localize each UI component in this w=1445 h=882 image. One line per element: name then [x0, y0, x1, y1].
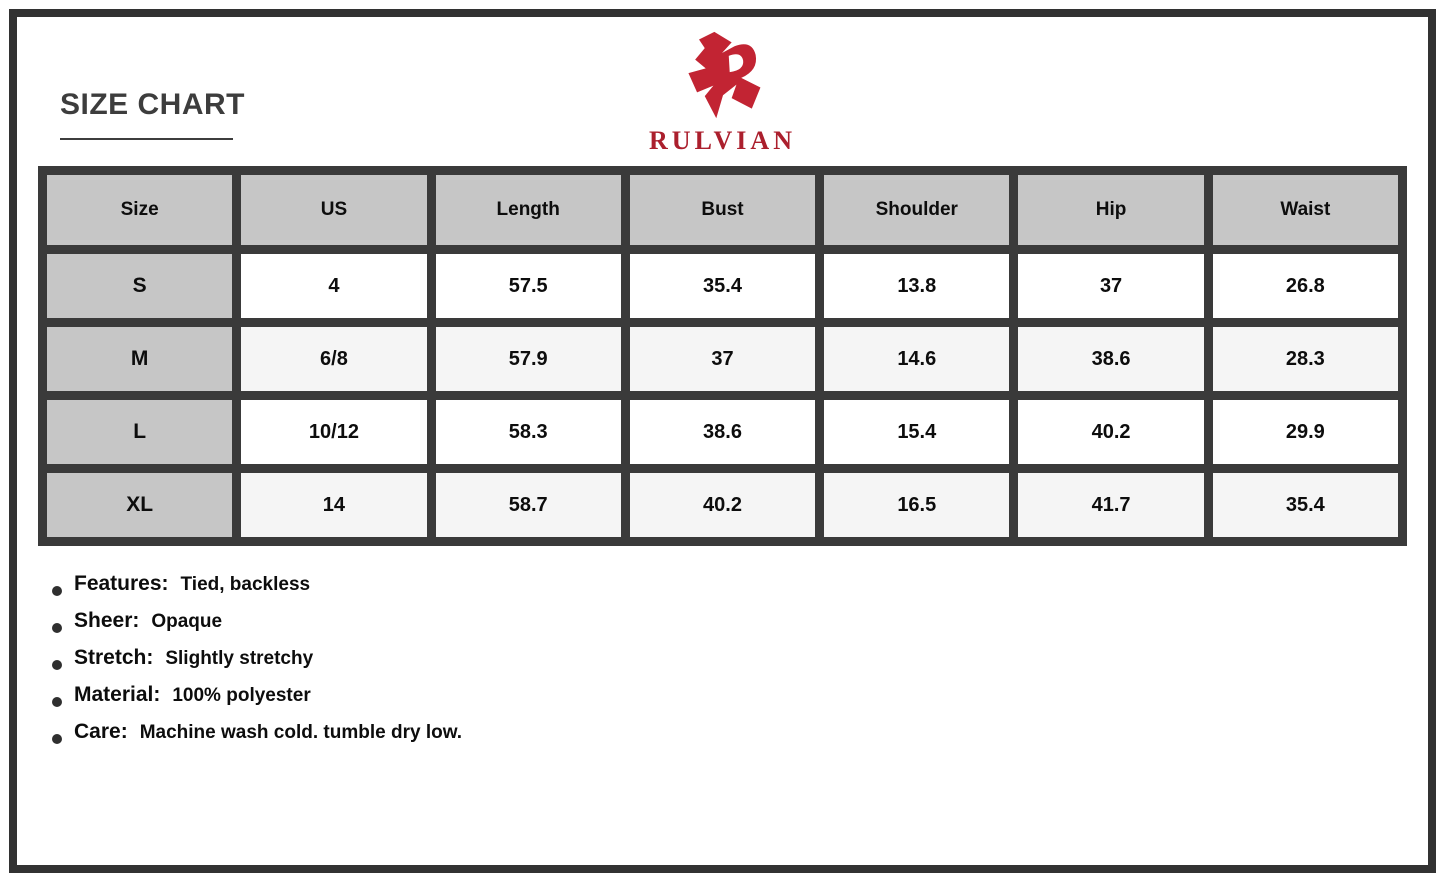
detail-label: Care: [74, 720, 128, 743]
bullet-icon [52, 660, 62, 670]
detail-value: Machine wash cold. tumble dry low. [139, 722, 463, 743]
col-header-length: Length [436, 175, 621, 245]
col-header-hip: Hip [1018, 175, 1203, 245]
row-s-size: S [47, 254, 232, 318]
bullet-icon [52, 586, 62, 596]
brand-name: RULVIAN [649, 126, 796, 155]
detail-label: Sheer: [74, 609, 140, 632]
list-item-sheer [52, 609, 462, 646]
bullet-icon [52, 697, 62, 707]
detail-value: Opaque [151, 611, 223, 632]
bullet-icon [52, 734, 62, 744]
row-l-shoulder: 15.4 [824, 400, 1009, 464]
detail-value: Tied, backless [180, 574, 311, 595]
row-l-length: 58.3 [436, 400, 621, 464]
col-header-bust: Bust [630, 175, 815, 245]
row-l-us: 10/12 [241, 400, 426, 464]
detail-label: Features: [74, 572, 169, 595]
row-m-shoulder: 14.6 [824, 327, 1009, 391]
row-m-hip: 38.6 [1018, 327, 1203, 391]
col-header-size: Size [47, 175, 232, 245]
row-l-hip: 40.2 [1018, 400, 1203, 464]
col-header-shoulder: Shoulder [824, 175, 1009, 245]
row-s-shoulder: 13.8 [824, 254, 1009, 318]
row-s-us: 4 [241, 254, 426, 318]
row-s-waist: 26.8 [1213, 254, 1398, 318]
row-m-length: 57.9 [436, 327, 621, 391]
row-s-hip: 37 [1018, 254, 1203, 318]
detail-value: Slightly stretchy [165, 648, 314, 669]
size-chart-table [38, 166, 1407, 546]
row-xl-hip: 41.7 [1018, 473, 1203, 537]
row-m-waist: 28.3 [1213, 327, 1398, 391]
row-l-size: L [47, 400, 232, 464]
row-xl-waist: 35.4 [1213, 473, 1398, 537]
row-xl-bust: 40.2 [630, 473, 815, 537]
title-block [60, 88, 245, 140]
product-details-list [52, 572, 462, 757]
row-l-bust: 38.6 [630, 400, 815, 464]
detail-label: Stretch: [74, 646, 154, 669]
row-s-length: 57.5 [436, 254, 621, 318]
brand-r-icon [673, 28, 773, 124]
row-xl-us: 14 [241, 473, 426, 537]
title-underline [60, 138, 233, 140]
row-xl-length: 58.7 [436, 473, 621, 537]
row-m-us: 6/8 [241, 327, 426, 391]
detail-value: 100% polyester [172, 685, 311, 706]
page-title: SIZE CHART [60, 88, 245, 121]
row-xl-size: XL [47, 473, 232, 537]
list-item-stretch [52, 646, 462, 683]
detail-label: Material: [74, 683, 161, 706]
row-m-bust: 37 [630, 327, 815, 391]
bullet-icon [52, 623, 62, 633]
col-header-us: US [241, 175, 426, 245]
row-l-waist: 29.9 [1213, 400, 1398, 464]
row-s-bust: 35.4 [630, 254, 815, 318]
row-m-size: M [47, 327, 232, 391]
row-xl-shoulder: 16.5 [824, 473, 1009, 537]
list-item-features [52, 572, 462, 609]
list-item-care [52, 720, 462, 757]
list-item-material [52, 683, 462, 720]
col-header-waist: Waist [1213, 175, 1398, 245]
